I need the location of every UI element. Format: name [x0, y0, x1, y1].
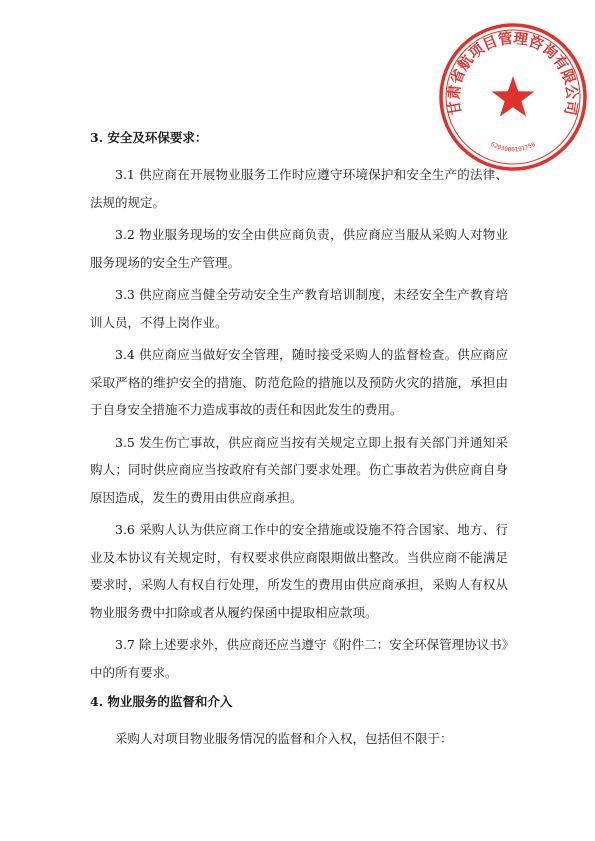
section-3-heading: 3. 安全及环保要求：: [90, 130, 208, 145]
clause-3-4: 3.4 供应商应当做好安全管理，随时接受采购人的监督检查。供应商应采取严格的维护安全的措施、防范危险的措施以及预防火灾的措施，承担由于自身安全措施不力造成事故的责任和因此发生的费用。: [90, 347, 508, 417]
document-body: [90, 128, 508, 758]
clause-3-7: 3.7 除上述要求外，供应商还应当遵守《附件二：安全环保管理协议书》中的所有要求。: [90, 637, 508, 680]
seal-text: 甘肃省航项目管理咨询有限公司: [446, 30, 580, 117]
clause-3-3: 3.3 供应商应当健全劳动安全生产教育培训制度，未经安全生产教育培训人员，不得上岗作业。: [90, 287, 508, 330]
clause-3-6: 3.6 采购人认为供应商工作中的安全措施或设施不符合国家、地方、行业及本协议有关规定时，有权要求供应商限期做出整改。当供应商不能满足要求时，采购人有权自行处理，所发生的费用由供应商承担，采购人有权从物业服务费中扣除或者从履约保函中提取相应款项。: [90, 522, 508, 620]
clause-3-1: 3.1 供应商在开展物业服务工作时应遵守环境保护和安全生产的法律、法规的规定。: [90, 167, 508, 210]
section-4-heading: 4. 物业服务的监督和介入: [90, 694, 233, 709]
section-4-intro: 采购人对项目物业服务情况的监督和介入权，包括但不限于：: [115, 731, 453, 746]
clause-3-5: 3.5 发生伤亡事故，供应商应当按有关规定立即上报有关部门并通知采购人；同时供应商应当按政府有关部门要求处理。伤亡事故若为供应商自身原因造成，发生的费用由供应商承担。: [90, 434, 508, 505]
seal-number: 6203000191758: [489, 141, 537, 154]
clause-3-2: 3.2 物业服务现场的安全由供应商负责，供应商应当服从采购人对物业服务现场的安全生产管理。: [90, 227, 508, 270]
